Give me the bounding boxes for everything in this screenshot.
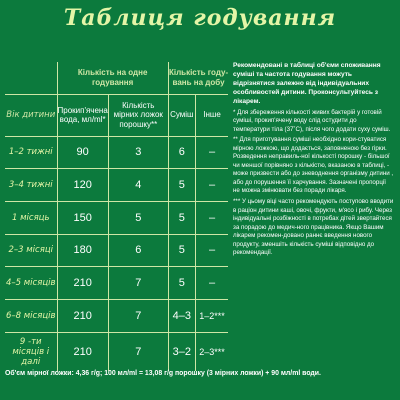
formula-cell: 5	[168, 266, 195, 299]
header-daily-feedings: Кількість году-вань на добу	[168, 62, 228, 94]
other-cell: 2–3***	[195, 332, 228, 371]
empty-corner-cell	[5, 62, 57, 94]
age-cell: 3–4 тижні	[5, 168, 57, 201]
spoons-cell: 7	[108, 332, 168, 371]
water-cell: 210	[57, 299, 108, 332]
table-row	[5, 234, 228, 266]
table-row	[5, 136, 228, 168]
formula-cell: 5	[168, 168, 195, 201]
footnote-1: * Для збереження кількості живих бактерій у готовій суміші, прокип'ячену воду слід остудити до температури тіла (37˚С), після чого додати суху суміш.	[233, 108, 391, 133]
spoons-cell: 4	[108, 168, 168, 201]
spoons-cell: 6	[108, 234, 168, 266]
page-title: Таблиця годування	[63, 5, 337, 31]
spoons-cell: 7	[108, 266, 168, 299]
water-cell: 90	[57, 136, 108, 168]
footnote-2: ** Для приготування суміші необхідно кори-стуватися мірною ложкою, що додається, заповненою без гірки. Розведення неправиль-ної кількості порошку - більшої чи меншої порівняно з кількістю, вказаною в таблиці, - може призвести або до зневоднення організму дитини , або до порушення її харчування. Зазначені пропорції не можна змінювати без поради лікаря.	[233, 136, 394, 195]
other-cell: –	[195, 136, 228, 168]
header-other: Інше	[195, 94, 228, 136]
formula-cell: 6	[168, 136, 195, 168]
age-cell: 1–2 тижні	[5, 136, 57, 168]
other-cell: –	[195, 266, 228, 299]
footnote-3: *** У цьому віці часто рекомендують поступово вводити в раціон дитини каші, овочі, фрукти, м'ясо і рибу. Через індивідуальні розбіжності в потребах дітей звертайтеся за порадою до медич-ного працівника. Якщо Вашим лікарем рекомен-довано раннє введення нового продукту, зменшіть кількість суміші відповідно до рекомендації.	[233, 198, 394, 257]
spoons-cell: 5	[108, 201, 168, 234]
table-row	[5, 266, 228, 299]
age-cell: 4–5 місяців	[5, 266, 57, 299]
water-cell: 120	[57, 168, 108, 201]
age-cell: 2–3 місяці	[5, 234, 57, 266]
water-cell: 210	[57, 332, 108, 371]
age-cell: 6–8 місяців	[5, 299, 57, 332]
table-row	[5, 332, 228, 371]
other-cell: –	[195, 201, 228, 234]
table-row	[5, 168, 228, 201]
water-cell: 150	[57, 201, 108, 234]
other-cell: –	[195, 234, 228, 266]
recommendation-text: Рекомендовані в таблиці об'єми споживання суміші та частота годування можуть відрізнятися залежно від індивідуальних особливостей дитини. Проконсультуйтесь з лікарем.	[233, 62, 381, 105]
info-panel	[233, 62, 394, 260]
formula-cell: 5	[168, 201, 195, 234]
header-formula: Суміш	[168, 94, 195, 136]
header-spoons: Кількість мірних ложок порошку**	[108, 94, 168, 136]
spoons-cell: 7	[108, 299, 168, 332]
spoons-cell: 3	[108, 136, 168, 168]
formula-cell: 3–2	[168, 332, 195, 371]
other-cell: –	[195, 168, 228, 201]
other-cell: 1–2***	[195, 299, 228, 332]
water-cell: 180	[57, 234, 108, 266]
table-row	[5, 201, 228, 234]
formula-cell: 5	[168, 234, 195, 266]
header-age: Вік дитини	[5, 94, 57, 136]
formula-cell: 4–3	[168, 299, 195, 332]
age-cell: 9 -ти місяців і далі	[5, 332, 57, 371]
header-water: Прокип'ячена вода, мл/ml*	[57, 94, 108, 136]
age-cell: 1 місяць	[5, 201, 57, 234]
scoop-volume-note: Об'єм мірної ложки: 4,36 г/g; 100 мл/ml = 13,08 г/g порошку (3 мірних ложки) + 90 мл/ml води.	[5, 370, 321, 377]
table-row	[5, 299, 228, 332]
header-single-feeding: Кількість на одне годування	[57, 62, 168, 94]
feeding-table	[5, 62, 228, 371]
water-cell: 210	[57, 266, 108, 299]
